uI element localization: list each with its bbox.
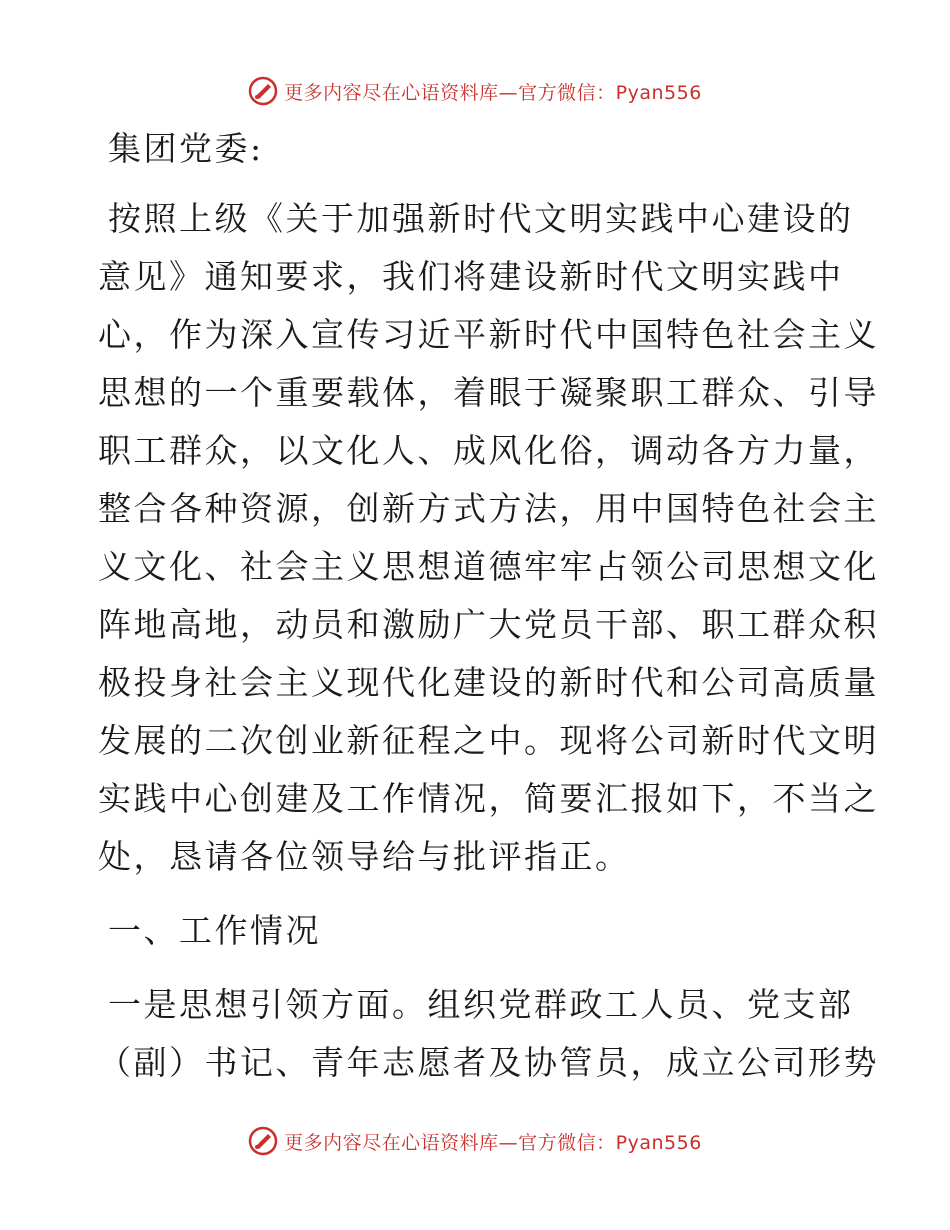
paragraph-1	[98, 190, 879, 886]
header-watermark	[0, 74, 950, 108]
paragraph-line: 意见》通知要求，我们将建设新时代文明实践中	[98, 257, 844, 296]
watermark-text: 更多内容尽在心语资料库—官方微信：Pyan556	[284, 1131, 702, 1154]
paragraph-line: 一是思想引领方面。组织党群政工人员、党支部	[108, 985, 854, 1024]
paragraph-line: 实践中心创建及工作情况，简要汇报如下，不当之	[98, 779, 879, 818]
paragraph-line: 思想的一个重要载体，着眼于凝聚职工群众、引导	[98, 373, 879, 412]
salutation: 集团党委:	[108, 129, 264, 168]
paragraph-line: 阵地高地，动员和激励广大党员干部、职工群众积	[98, 605, 879, 644]
paragraph-2	[98, 976, 879, 1092]
paragraph-line: 整合各种资源，创新方式方法，用中国特色社会主	[98, 489, 879, 528]
brand-logo-icon	[248, 1126, 278, 1156]
paragraph-line: （副）书记、青年志愿者及协管员，成立公司形势	[98, 1043, 879, 1082]
paragraph-line: 发展的二次创业新征程之中。现将公司新时代文明	[98, 721, 879, 760]
paragraph-line: 职工群众，以文化人、成风化俗，调动各方力量，	[98, 431, 879, 470]
footer-watermark	[0, 1124, 950, 1158]
paragraph-line: 极投身社会主义现代化建设的新时代和公司高质量	[98, 663, 879, 702]
section-heading: 一、工作情况	[108, 911, 321, 950]
paragraph-line: 义文化、社会主义思想道德牢牢占领公司思想文化	[98, 547, 879, 586]
paragraph-line: 处，恳请各位领导给与批评指正。	[98, 837, 631, 876]
document-body	[98, 124, 879, 1092]
paragraph-line: 心，作为深入宣传习近平新时代中国特色社会主义	[98, 315, 879, 354]
watermark-text: 更多内容尽在心语资料库—官方微信：Pyan556	[284, 81, 702, 104]
paragraph-line: 按照上级《关于加强新时代文明实践中心建设的	[108, 199, 854, 238]
brand-logo-icon	[248, 76, 278, 106]
